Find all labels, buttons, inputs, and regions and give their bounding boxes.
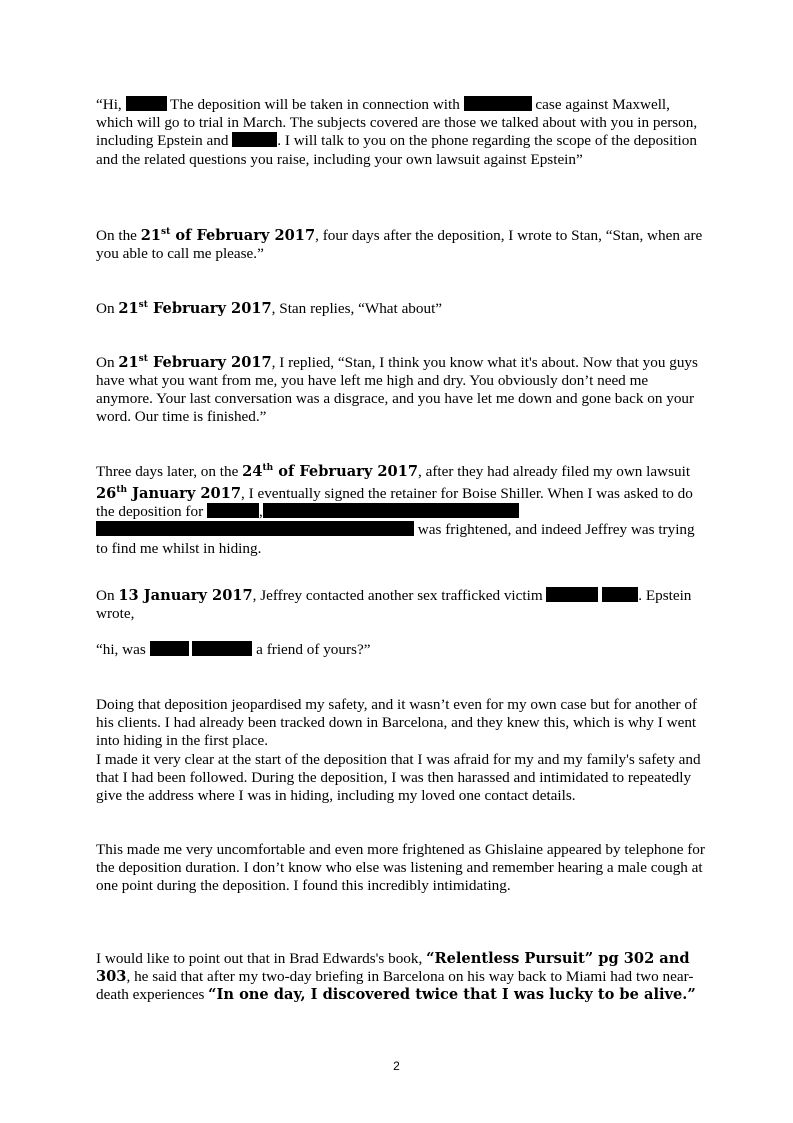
text: On the: [96, 226, 141, 244]
text: I made it very clear at the start of the deposition that I was afraid for my and my family's safety and that I had been followed. During the deposition, I was then harassed and intimidated to repeatedly give the address where I was in hiding, including my loved one contact details.: [96, 750, 701, 805]
page-number: 2: [393, 1059, 400, 1073]
text: On: [96, 587, 119, 604]
text: , four days after the deposition, I wrote to Stan, “Stan, when are you able to call me please.”: [96, 226, 703, 263]
text: , I eventually signed the retainer for Boise Shiller. When I was asked to do the deposition for: [96, 484, 693, 521]
redaction: [126, 96, 167, 111]
text: , he said that after my two-day briefing in Barcelona on his way back to Miami had two near-death experiences: [96, 968, 694, 1004]
text: case against Maxwell, which will go to trial in March. The subjects covered are those we talked about with you in person, including Epstein and: [96, 96, 698, 150]
text: , I replied, “Stan, I think you know what it's about. Now that you guys have what you want from me, you have left me high and dry. You obviously don’t need me anymore. Your last conversation was a disgrace, and you have let me down and gone back on your word. Our time is finished.”: [96, 353, 698, 426]
redaction: [192, 641, 252, 656]
date: 21st February 2017: [118, 299, 272, 317]
date: 21st of February 2017: [140, 226, 316, 244]
book-quote: “In one day, I discovered twice that I was lucky to be alive.”: [208, 986, 696, 1004]
paragraph-email-quote: [96, 96, 706, 169]
book-reference: “Relentless Pursuit” pg 302 and 303: [96, 950, 690, 986]
redaction: [602, 587, 638, 602]
date: 21st February 2017: [118, 353, 272, 371]
redaction: [546, 587, 598, 602]
text: , after they had already filed my own lawsuit: [418, 462, 691, 480]
paragraph-epstein-quote: [96, 641, 706, 659]
text: ,: [258, 503, 263, 521]
text: . Epstein wrote,: [96, 587, 692, 623]
paragraph-jan-13: [96, 587, 706, 623]
text: a friend of yours?”: [256, 641, 371, 658]
text: The deposition will be taken in connection with: [166, 96, 464, 113]
paragraph-feb-21-message: [96, 223, 706, 263]
paragraph-safety: [96, 696, 706, 805]
date: 26th January 2017: [96, 484, 242, 502]
redaction: [464, 96, 532, 111]
text: . I will talk to you on the phone regarding the scope of the deposition and the related questions you raise, including your own lawsuit against Epstein”: [96, 132, 697, 168]
redaction: [96, 521, 414, 536]
redaction: [150, 641, 189, 656]
redaction: [232, 132, 277, 147]
text: “Hi,: [96, 96, 126, 113]
text: On: [96, 353, 119, 371]
text: was frightened, and indeed Jeffrey was trying to find me whilst in hiding.: [96, 521, 695, 557]
text: Three days later, on the: [96, 462, 243, 480]
text: This made me very uncomfortable and even more frightened as Ghislaine appeared by telephone for the deposition duration. I don’t know who else was listening and remember hearing a male cough at one point during the deposition. I found this incredibly intimidating.: [96, 841, 705, 895]
date: 13 January 2017: [118, 587, 253, 604]
paragraph-my-reply: [96, 350, 706, 427]
paragraph-stan-reply: [96, 296, 706, 318]
paragraph-retainer: [96, 459, 706, 558]
text: “hi, was: [96, 641, 150, 658]
paragraph-ghislaine: [96, 841, 706, 896]
text: I would like to point out that in Brad Edwards's book,: [96, 950, 427, 967]
text: , Stan replies, “What about”: [271, 299, 443, 317]
date: 24th of February 2017: [242, 462, 419, 480]
redaction: [263, 503, 519, 518]
text: Doing that deposition jeopardised my safety, and it wasn’t even for my own case but for another of his clients. I had already been tracked down in Barcelona, and they knew this, which is why I went into hiding in the first place.: [96, 696, 698, 750]
text: , Jeffrey contacted another sex trafficked victim: [252, 587, 547, 604]
paragraph-brad-edwards: [96, 950, 706, 1005]
text: On: [96, 299, 119, 317]
redaction: [207, 503, 259, 518]
